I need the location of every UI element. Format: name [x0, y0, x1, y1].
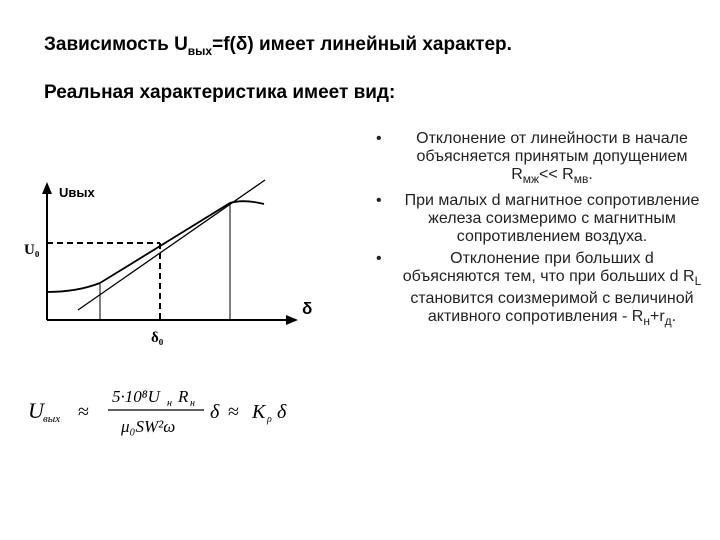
formula-denominator: μ₀SW²ω	[121, 417, 176, 436]
formula-numerator-r-sub: н	[190, 398, 195, 409]
formula-lhs: U	[28, 398, 44, 423]
title-text-end: =f(δ) имеет линейный характер.	[212, 34, 512, 55]
bullet-text: Отклонение от линейности в начале объясняется принятым допущением R	[416, 130, 688, 183]
output-voltage-formula	[28, 378, 348, 444]
u0-label: U₀	[24, 242, 40, 258]
delta0-label: δ₀	[151, 330, 164, 346]
bullet-text: При малых d магнитное сопротивление железа соизмеримо с магнитным сопротивлением воздуха.	[404, 192, 700, 246]
real-curve	[47, 201, 264, 292]
bullet-item	[372, 130, 702, 188]
explanation-list	[372, 130, 702, 335]
bullet-text: .	[671, 308, 677, 326]
bullet-text: становится соизмеримой с величиной активного сопротивления - R	[410, 290, 694, 326]
formula-k: K	[252, 401, 266, 423]
bullet-subscript: L	[694, 274, 702, 289]
ideal-line	[78, 180, 265, 310]
formula-numerator: 5·10⁸U	[112, 387, 160, 406]
y-axis-label: Uвых	[59, 185, 95, 200]
x-axis-arrow	[286, 315, 298, 325]
bullet-item	[372, 192, 702, 246]
bullet-text: +r	[649, 308, 665, 326]
title-subscript: вых	[187, 43, 213, 58]
bullet-text: Отклонение при больших d объясняются тем, что при больших d R	[402, 250, 695, 286]
y-axis-arrow	[42, 182, 52, 194]
bullet-text: .	[588, 166, 593, 183]
formula-rhs-delta: δ	[277, 401, 287, 423]
characteristic-graph	[20, 170, 340, 365]
bullet-subscript: мв	[573, 172, 589, 187]
slide-title	[44, 34, 512, 58]
bullet-text: << R	[539, 166, 574, 183]
bullet-subscript: мж	[522, 172, 540, 187]
bullet-item	[372, 250, 702, 330]
formula-approx-2: ≈	[228, 401, 239, 423]
title-text: Зависимость U	[44, 34, 188, 55]
formula-approx-1: ≈	[78, 401, 89, 423]
formula-k-sub: ρ	[267, 414, 272, 425]
slide-subtitle: Реальная характеристика имеет вид:	[44, 82, 396, 103]
x-axis-label: δ	[302, 299, 313, 318]
formula-numerator-sub: н	[167, 398, 172, 409]
bullet-subscript: н	[643, 314, 650, 329]
formula-delta: δ	[210, 401, 220, 423]
formula-numerator-r: R	[178, 387, 189, 406]
bullet-subscript: д	[664, 314, 672, 329]
formula-lhs-sub: вых	[43, 413, 61, 425]
